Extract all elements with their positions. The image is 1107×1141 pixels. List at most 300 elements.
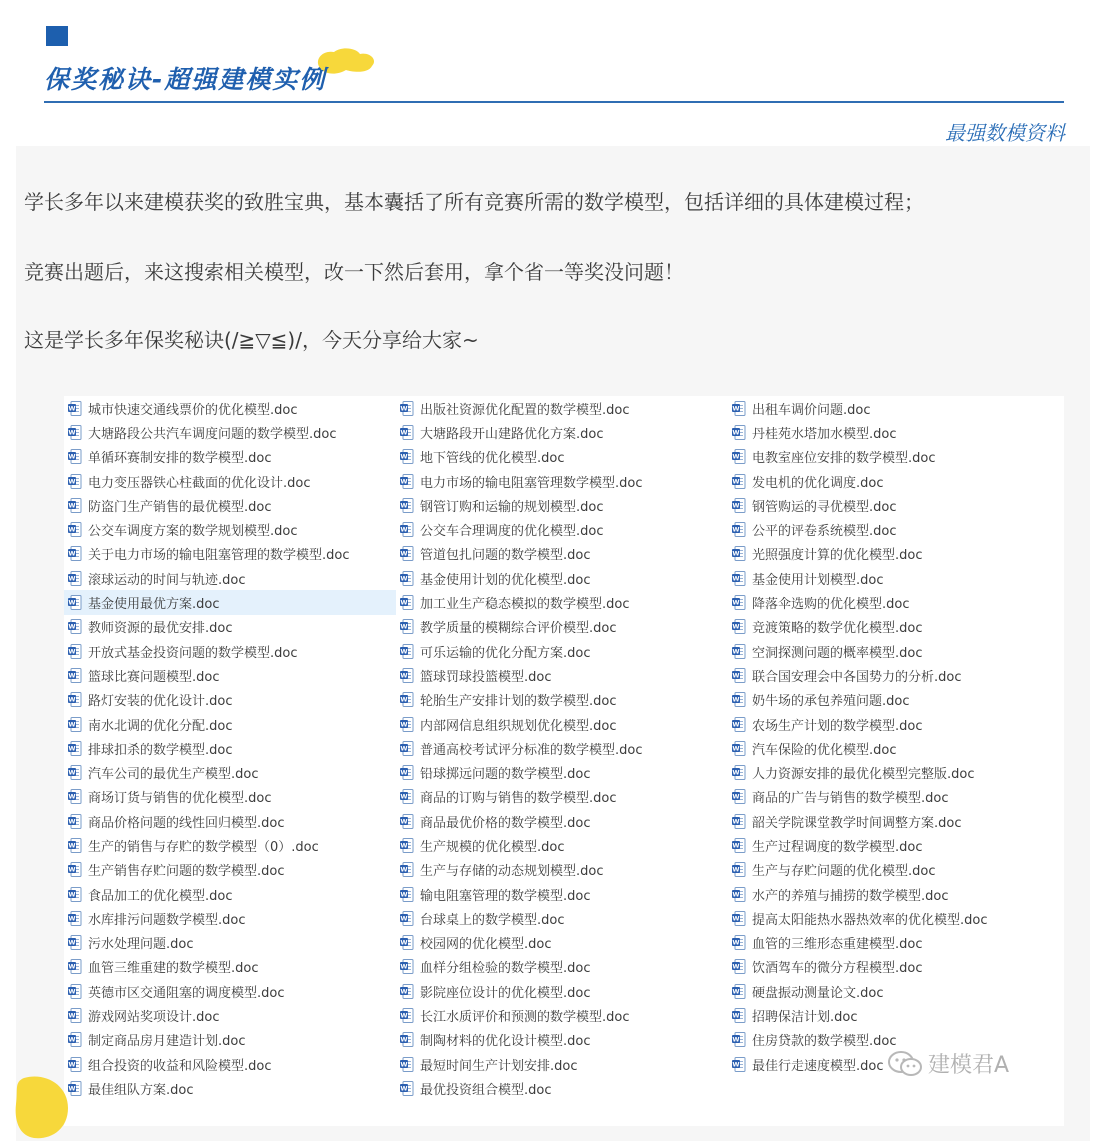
file-item[interactable] bbox=[64, 493, 396, 517]
svg-text:W: W bbox=[68, 671, 76, 680]
file-item[interactable] bbox=[64, 639, 396, 663]
file-name: 轮胎生产安排计划的数学模型.doc bbox=[420, 694, 617, 710]
watermark-text: 建模君A bbox=[928, 1053, 1010, 1078]
svg-text:W: W bbox=[68, 720, 76, 729]
file-name: 降落伞选购的优化模型.doc bbox=[752, 597, 910, 613]
file-item[interactable] bbox=[396, 858, 728, 882]
word-document-icon bbox=[400, 498, 414, 513]
file-name: 大塘路段开山建路优化方案.doc bbox=[420, 426, 604, 442]
file-item[interactable] bbox=[64, 906, 396, 930]
svg-text:W: W bbox=[68, 501, 76, 510]
svg-text:W: W bbox=[68, 987, 76, 996]
file-name: 商场订货与销售的优化模型.doc bbox=[88, 791, 272, 807]
file-item[interactable] bbox=[64, 760, 396, 784]
title-divider bbox=[44, 101, 1064, 103]
svg-text:W: W bbox=[400, 841, 408, 850]
svg-text:W: W bbox=[732, 550, 740, 559]
file-name: 住房贷款的数学模型.doc bbox=[752, 1034, 897, 1050]
svg-text:W: W bbox=[400, 1011, 408, 1020]
svg-text:W: W bbox=[68, 963, 76, 972]
file-item[interactable] bbox=[396, 517, 728, 541]
word-document-icon bbox=[732, 546, 746, 561]
svg-text:W: W bbox=[732, 987, 740, 996]
file-name: 血管三维重建的数学模型.doc bbox=[88, 961, 259, 977]
file-item[interactable] bbox=[64, 712, 396, 736]
word-document-icon bbox=[400, 546, 414, 561]
svg-text:W: W bbox=[400, 792, 408, 801]
file-list-screenshot bbox=[64, 396, 1064, 1126]
svg-text:W: W bbox=[732, 1035, 740, 1044]
word-document-icon bbox=[400, 814, 414, 829]
svg-text:W: W bbox=[68, 768, 76, 777]
svg-text:W: W bbox=[400, 1060, 408, 1069]
file-name: 防盗门生产销售的最优模型.doc bbox=[88, 499, 272, 515]
word-document-icon bbox=[732, 425, 746, 440]
file-item[interactable] bbox=[728, 663, 1060, 687]
word-document-icon bbox=[732, 449, 746, 464]
file-item[interactable] bbox=[64, 1052, 396, 1076]
file-name: 光照强度计算的优化模型.doc bbox=[752, 548, 923, 564]
word-document-icon bbox=[400, 717, 414, 732]
svg-text:W: W bbox=[732, 963, 740, 972]
word-document-icon bbox=[732, 959, 746, 974]
file-item[interactable] bbox=[396, 833, 728, 857]
file-item[interactable] bbox=[396, 1052, 728, 1076]
word-document-icon bbox=[732, 474, 746, 489]
word-document-icon bbox=[400, 911, 414, 926]
file-item[interactable] bbox=[728, 469, 1060, 493]
intro-paragraph-2: 竞赛出题后，来这搜索相关模型，改一下然后套用，拿个省一等奖没问题！ bbox=[24, 260, 684, 284]
file-item[interactable] bbox=[396, 688, 728, 712]
svg-text:W: W bbox=[732, 865, 740, 874]
file-item[interactable] bbox=[728, 785, 1060, 809]
word-document-icon bbox=[400, 425, 414, 440]
file-column-3 bbox=[728, 396, 1060, 1076]
svg-text:W: W bbox=[68, 914, 76, 923]
file-name: 排球扣杀的数学模型.doc bbox=[88, 742, 233, 758]
svg-text:W: W bbox=[732, 890, 740, 899]
file-item[interactable] bbox=[64, 688, 396, 712]
file-item[interactable] bbox=[64, 858, 396, 882]
word-document-icon bbox=[732, 717, 746, 732]
svg-text:W: W bbox=[68, 744, 76, 753]
file-name: 教师资源的最优安排.doc bbox=[88, 621, 233, 637]
file-item[interactable] bbox=[396, 639, 728, 663]
word-document-icon bbox=[68, 425, 82, 440]
file-name: 水产的养殖与捕捞的数学模型.doc bbox=[752, 888, 949, 904]
intro-paragraph-3: 这是学长多年保奖秘诀(/≧▽≦)/，今天分享给大家~ bbox=[24, 328, 479, 352]
word-document-icon bbox=[68, 935, 82, 950]
word-document-icon bbox=[732, 522, 746, 537]
word-document-icon bbox=[68, 862, 82, 877]
wechat-icon bbox=[886, 1049, 924, 1079]
svg-text:W: W bbox=[400, 817, 408, 826]
svg-text:W: W bbox=[68, 890, 76, 899]
word-document-icon bbox=[68, 571, 82, 586]
file-column-2 bbox=[396, 396, 728, 1101]
svg-text:W: W bbox=[400, 963, 408, 972]
file-item[interactable] bbox=[396, 420, 728, 444]
word-document-icon bbox=[400, 984, 414, 999]
file-item[interactable] bbox=[396, 906, 728, 930]
file-name: 教学质量的模糊综合评价模型.doc bbox=[420, 621, 617, 637]
word-document-icon bbox=[732, 814, 746, 829]
file-name: 输电阻塞管理的数学模型.doc bbox=[420, 888, 591, 904]
svg-text:W: W bbox=[68, 865, 76, 874]
file-item[interactable] bbox=[728, 517, 1060, 541]
svg-text:W: W bbox=[732, 914, 740, 923]
file-name: 基金使用计划的优化模型.doc bbox=[420, 572, 591, 588]
file-item[interactable] bbox=[396, 566, 728, 590]
file-item[interactable] bbox=[64, 566, 396, 590]
svg-text:W: W bbox=[68, 622, 76, 631]
file-item[interactable] bbox=[396, 663, 728, 687]
word-document-icon bbox=[68, 668, 82, 683]
file-item[interactable] bbox=[396, 1003, 728, 1027]
word-document-icon bbox=[732, 862, 746, 877]
file-item[interactable] bbox=[64, 542, 396, 566]
svg-text:W: W bbox=[400, 987, 408, 996]
word-document-icon bbox=[400, 838, 414, 853]
file-name: 最佳组队方案.doc bbox=[88, 1082, 194, 1098]
word-document-icon bbox=[68, 814, 82, 829]
word-document-icon bbox=[400, 595, 414, 610]
svg-text:W: W bbox=[68, 1084, 76, 1093]
file-name: 路灯安装的优化设计.doc bbox=[88, 694, 233, 710]
file-item[interactable] bbox=[728, 736, 1060, 760]
file-item[interactable] bbox=[396, 493, 728, 517]
svg-text:W: W bbox=[68, 841, 76, 850]
word-document-icon bbox=[68, 474, 82, 489]
svg-text:W: W bbox=[68, 428, 76, 437]
svg-text:W: W bbox=[732, 744, 740, 753]
file-name: 管道包扎问题的数学模型.doc bbox=[420, 548, 591, 564]
word-document-icon bbox=[732, 838, 746, 853]
file-item[interactable] bbox=[728, 420, 1060, 444]
word-document-icon bbox=[68, 911, 82, 926]
file-name: 长江水质评价和预测的数学模型.doc bbox=[420, 1010, 630, 1026]
file-item[interactable] bbox=[396, 542, 728, 566]
svg-text:W: W bbox=[732, 1060, 740, 1069]
svg-text:W: W bbox=[68, 550, 76, 559]
file-name: 韶关学院课堂教学时间调整方案.doc bbox=[752, 815, 962, 831]
word-document-icon bbox=[732, 887, 746, 902]
svg-text:W: W bbox=[400, 525, 408, 534]
word-document-icon bbox=[732, 935, 746, 950]
file-item[interactable] bbox=[64, 396, 396, 420]
svg-text:W: W bbox=[732, 477, 740, 486]
file-item[interactable] bbox=[64, 1003, 396, 1027]
file-item[interactable] bbox=[64, 955, 396, 979]
word-document-icon bbox=[68, 546, 82, 561]
file-item[interactable] bbox=[396, 760, 728, 784]
word-document-icon bbox=[732, 619, 746, 634]
svg-text:W: W bbox=[400, 865, 408, 874]
file-item[interactable] bbox=[728, 590, 1060, 614]
svg-text:W: W bbox=[732, 671, 740, 680]
intro-paragraph-1: 学长多年以来建模获奖的致胜宝典，基本囊括了所有竞赛所需的数学模型，包括详细的具体建模过程； bbox=[24, 190, 924, 214]
file-item[interactable] bbox=[64, 785, 396, 809]
word-document-icon bbox=[68, 1008, 82, 1023]
word-document-icon bbox=[68, 1081, 82, 1096]
word-document-icon bbox=[400, 1081, 414, 1096]
file-item[interactable] bbox=[396, 445, 728, 469]
svg-text:W: W bbox=[400, 622, 408, 631]
file-item[interactable] bbox=[728, 906, 1060, 930]
file-name: 食品加工的优化模型.doc bbox=[88, 888, 233, 904]
file-item[interactable] bbox=[396, 785, 728, 809]
file-item[interactable] bbox=[396, 809, 728, 833]
svg-text:W: W bbox=[400, 890, 408, 899]
svg-text:W: W bbox=[68, 525, 76, 534]
svg-text:W: W bbox=[732, 428, 740, 437]
file-item[interactable] bbox=[64, 736, 396, 760]
svg-text:W: W bbox=[400, 598, 408, 607]
word-document-icon bbox=[732, 668, 746, 683]
file-item[interactable] bbox=[396, 1028, 728, 1052]
svg-text:W: W bbox=[732, 817, 740, 826]
svg-text:W: W bbox=[400, 428, 408, 437]
word-document-icon bbox=[732, 741, 746, 756]
svg-text:W: W bbox=[68, 938, 76, 947]
svg-text:W: W bbox=[68, 792, 76, 801]
file-item[interactable] bbox=[64, 882, 396, 906]
file-column-1 bbox=[64, 396, 396, 1101]
word-document-icon bbox=[732, 765, 746, 780]
svg-text:W: W bbox=[68, 477, 76, 486]
word-document-icon bbox=[732, 1008, 746, 1023]
word-document-icon bbox=[68, 984, 82, 999]
svg-text:W: W bbox=[68, 1060, 76, 1069]
svg-text:W: W bbox=[400, 695, 408, 704]
word-document-icon bbox=[400, 887, 414, 902]
file-name: 南水北调的优化分配.doc bbox=[88, 718, 233, 734]
word-document-icon bbox=[68, 838, 82, 853]
file-item[interactable] bbox=[396, 736, 728, 760]
svg-text:W: W bbox=[400, 938, 408, 947]
file-name: 商品的订购与销售的数学模型.doc bbox=[420, 791, 617, 807]
svg-text:W: W bbox=[732, 1011, 740, 1020]
file-name: 血管的三维形态重建模型.doc bbox=[752, 937, 923, 953]
word-document-icon bbox=[400, 741, 414, 756]
file-name: 汽车保险的优化模型.doc bbox=[752, 742, 897, 758]
word-document-icon bbox=[400, 449, 414, 464]
file-item[interactable] bbox=[396, 1076, 728, 1100]
file-item[interactable] bbox=[728, 979, 1060, 1003]
file-name: 汽车公司的最优生产模型.doc bbox=[88, 767, 259, 783]
file-item[interactable] bbox=[64, 833, 396, 857]
file-name: 生产与存贮问题的优化模型.doc bbox=[752, 864, 936, 880]
file-name: 关于电力市场的输电阻塞管理的数学模型.doc bbox=[88, 548, 350, 564]
file-name: 制定商品房月建造计划.doc bbox=[88, 1034, 246, 1050]
file-name: 校园网的优化模型.doc bbox=[420, 937, 552, 953]
file-name: 开放式基金投资问题的数学模型.doc bbox=[88, 645, 298, 661]
word-document-icon bbox=[68, 1032, 82, 1047]
file-name: 饮酒驾车的微分方程模型.doc bbox=[752, 961, 923, 977]
file-name: 公平的评卷系统模型.doc bbox=[752, 524, 897, 540]
file-name: 台球桌上的数学模型.doc bbox=[420, 912, 565, 928]
svg-text:W: W bbox=[400, 914, 408, 923]
word-document-icon bbox=[732, 692, 746, 707]
svg-text:W: W bbox=[400, 647, 408, 656]
svg-text:W: W bbox=[400, 501, 408, 510]
file-item[interactable] bbox=[728, 615, 1060, 639]
file-name: 竞渡策略的数学优化模型.doc bbox=[752, 621, 923, 637]
word-document-icon bbox=[68, 522, 82, 537]
title-marker-square bbox=[46, 26, 68, 46]
file-item[interactable] bbox=[64, 979, 396, 1003]
svg-text:W: W bbox=[400, 720, 408, 729]
watermark bbox=[886, 1048, 1009, 1079]
file-item[interactable] bbox=[728, 396, 1060, 420]
file-item[interactable] bbox=[64, 1028, 396, 1052]
svg-text:W: W bbox=[400, 574, 408, 583]
file-item[interactable] bbox=[396, 712, 728, 736]
file-name: 电教室座位安排的数学模型.doc bbox=[752, 451, 936, 467]
file-item[interactable] bbox=[396, 396, 728, 420]
file-item[interactable] bbox=[728, 809, 1060, 833]
file-item[interactable] bbox=[64, 931, 396, 955]
file-name: 生产与存储的动态规划模型.doc bbox=[420, 864, 604, 880]
word-document-icon bbox=[68, 449, 82, 464]
word-document-icon bbox=[400, 401, 414, 416]
svg-text:W: W bbox=[400, 477, 408, 486]
file-name: 商品价格问题的线性回归模型.doc bbox=[88, 815, 285, 831]
word-document-icon bbox=[68, 498, 82, 513]
file-name: 生产规模的优化模型.doc bbox=[420, 839, 565, 855]
file-item[interactable] bbox=[64, 517, 396, 541]
word-document-icon bbox=[400, 571, 414, 586]
file-name: 游戏网站奖项设计.doc bbox=[88, 1010, 220, 1026]
svg-text:W: W bbox=[732, 792, 740, 801]
file-item[interactable] bbox=[396, 615, 728, 639]
svg-text:W: W bbox=[400, 768, 408, 777]
svg-text:W: W bbox=[400, 744, 408, 753]
file-item[interactable] bbox=[728, 445, 1060, 469]
word-document-icon bbox=[400, 959, 414, 974]
file-name: 人力资源安排的最优化模型完整版.doc bbox=[752, 767, 975, 783]
word-document-icon bbox=[400, 1057, 414, 1072]
file-item[interactable] bbox=[728, 639, 1060, 663]
file-name: 制陶材料的优化设计模型.doc bbox=[420, 1034, 591, 1050]
svg-text:W: W bbox=[732, 720, 740, 729]
svg-text:W: W bbox=[732, 622, 740, 631]
svg-text:W: W bbox=[732, 938, 740, 947]
svg-text:W: W bbox=[68, 452, 76, 461]
file-item[interactable] bbox=[728, 566, 1060, 590]
file-item[interactable] bbox=[396, 955, 728, 979]
file-name: 生产过程调度的数学模型.doc bbox=[752, 839, 923, 855]
word-document-icon bbox=[68, 959, 82, 974]
file-name: 商品的广告与销售的数学模型.doc bbox=[752, 791, 949, 807]
file-name: 篮球比赛问题模型.doc bbox=[88, 669, 220, 685]
file-name: 奶牛场的承包养殖问题.doc bbox=[752, 694, 910, 710]
file-item[interactable] bbox=[64, 1076, 396, 1100]
svg-text:W: W bbox=[732, 574, 740, 583]
file-name: 城市快速交通线票价的优化模型.doc bbox=[88, 402, 298, 418]
section-subtitle: 最强数模资料 bbox=[945, 121, 1065, 145]
word-document-icon bbox=[732, 401, 746, 416]
file-item[interactable] bbox=[728, 882, 1060, 906]
file-item[interactable] bbox=[64, 420, 396, 444]
file-name: 最优投资组合模型.doc bbox=[420, 1082, 552, 1098]
word-document-icon bbox=[400, 522, 414, 537]
svg-text:W: W bbox=[732, 841, 740, 850]
word-document-icon bbox=[68, 644, 82, 659]
file-name: 商品最优价格的数学模型.doc bbox=[420, 815, 591, 831]
svg-text:W: W bbox=[732, 695, 740, 704]
file-item[interactable] bbox=[728, 1003, 1060, 1027]
word-document-icon bbox=[400, 668, 414, 683]
word-document-icon bbox=[400, 1032, 414, 1047]
word-document-icon bbox=[68, 887, 82, 902]
file-item[interactable] bbox=[728, 760, 1060, 784]
svg-text:W: W bbox=[68, 817, 76, 826]
file-name: 农场生产计划的数学模型.doc bbox=[752, 718, 923, 734]
word-document-icon bbox=[400, 765, 414, 780]
file-item[interactable] bbox=[64, 469, 396, 493]
word-document-icon bbox=[732, 789, 746, 804]
file-name: 单循环赛制安排的数学模型.doc bbox=[88, 451, 272, 467]
svg-text:W: W bbox=[400, 1035, 408, 1044]
word-document-icon bbox=[400, 862, 414, 877]
word-document-icon bbox=[68, 789, 82, 804]
svg-text:W: W bbox=[68, 1035, 76, 1044]
file-item[interactable] bbox=[64, 445, 396, 469]
word-document-icon bbox=[400, 474, 414, 489]
file-name: 基金使用计划模型.doc bbox=[752, 572, 884, 588]
file-item[interactable] bbox=[728, 955, 1060, 979]
file-item[interactable] bbox=[396, 979, 728, 1003]
file-item[interactable] bbox=[728, 858, 1060, 882]
word-document-icon bbox=[400, 789, 414, 804]
file-item[interactable] bbox=[396, 590, 728, 614]
file-item[interactable] bbox=[728, 833, 1060, 857]
svg-text:W: W bbox=[732, 525, 740, 534]
file-name: 影院座位设计的优化模型.doc bbox=[420, 985, 591, 1001]
svg-text:W: W bbox=[400, 1084, 408, 1093]
file-item[interactable] bbox=[396, 882, 728, 906]
word-document-icon bbox=[68, 401, 82, 416]
file-name: 出租车调价问题.doc bbox=[752, 402, 871, 418]
file-item[interactable] bbox=[396, 931, 728, 955]
file-name: 联合国安理会中各国势力的分析.doc bbox=[752, 669, 962, 685]
svg-text:W: W bbox=[732, 501, 740, 510]
word-document-icon bbox=[400, 644, 414, 659]
page-title: 保奖秘诀-超强建模实例 bbox=[44, 65, 327, 94]
file-name: 发电机的优化调度.doc bbox=[752, 475, 884, 491]
word-document-icon bbox=[68, 741, 82, 756]
file-item[interactable] bbox=[64, 809, 396, 833]
file-item[interactable] bbox=[728, 493, 1060, 517]
file-item[interactable] bbox=[396, 469, 728, 493]
svg-text:W: W bbox=[68, 598, 76, 607]
file-item[interactable] bbox=[728, 542, 1060, 566]
svg-text:W: W bbox=[68, 695, 76, 704]
file-name: 出版社资源优化配置的数学模型.doc bbox=[420, 402, 630, 418]
file-item[interactable] bbox=[64, 663, 396, 687]
file-item[interactable] bbox=[728, 688, 1060, 712]
word-document-icon bbox=[68, 1057, 82, 1072]
file-name: 提高太阳能热水器热效率的优化模型.doc bbox=[752, 912, 988, 928]
file-item[interactable] bbox=[728, 931, 1060, 955]
file-item[interactable] bbox=[728, 712, 1060, 736]
file-item[interactable] bbox=[64, 590, 396, 614]
file-name: 最佳行走速度模型.doc bbox=[752, 1058, 884, 1074]
svg-text:W: W bbox=[400, 404, 408, 413]
file-name: 加工业生产稳态模拟的数学模型.doc bbox=[420, 597, 630, 613]
file-item[interactable] bbox=[64, 615, 396, 639]
